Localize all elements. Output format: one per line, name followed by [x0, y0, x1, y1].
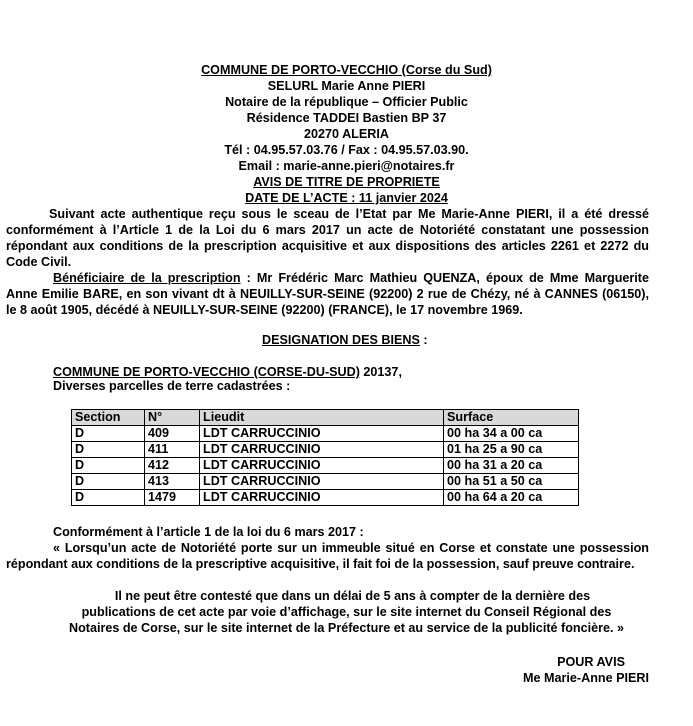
cell-section: D [72, 458, 145, 474]
table-row [72, 442, 579, 458]
notary-phone: Tél : 04.95.57.03.76 / Fax : 04.95.57.03.90. [224, 143, 469, 157]
beneficiary-text: : Mr Frédéric Marc Mathieu QUENZA, époux de Mme Marguerite Anne Emilie BARE, en son vivant dt à NEUILLY-SUR-SEINE (92200) 2 rue de Chézy, né à CANNES (06150), le 8 août 1905, décédé à NEUILLY-SUR-SEINE (92200) (FRANCE), le 17 novembre 1969. [6, 271, 650, 317]
table-row [72, 458, 579, 474]
designation-colon: : [419, 333, 428, 347]
table-row [72, 474, 579, 490]
cell-number: 412 [145, 458, 200, 474]
table-row [72, 426, 579, 442]
commune-heading: COMMUNE DE PORTO-VECCHIO (Corse du Sud) [201, 63, 492, 77]
cell-section: D [72, 490, 145, 506]
quote-paragraph: « Lorsqu’un acte de Notoriété porte sur un immeuble situé en Corse et constate une possession répondant aux conditions de la prescriptive acquisitive, il fait foi de la possession, sauf preuve contraire. [6, 541, 649, 571]
table-row [72, 490, 579, 506]
column-header-surface: Surface [444, 410, 579, 426]
parcels-text: Diverses parcelles de terre cadastrées : [53, 379, 291, 393]
notary-role: Notaire de la république – Officier Public [225, 95, 468, 109]
contest-line-1: Il ne peut être contesté que dans un délai de 5 ans à compter de la dernière des [114, 589, 591, 603]
act-date: DATE DE L’ACTE : 11 janvier 2024 [245, 191, 448, 205]
column-header-number: N° [145, 410, 200, 426]
designation-heading [262, 332, 428, 348]
cell-surface: 00 ha 31 a 20 ca [444, 458, 579, 474]
cell-number: 413 [145, 474, 200, 490]
cell-surface: 01 ha 25 a 90 ca [444, 442, 579, 458]
table-header-row [72, 410, 579, 426]
signature-name: Me Marie-Anne PIERI [523, 671, 649, 685]
cell-lieudit: LDT CARRUCCINIO [200, 474, 444, 490]
cell-number: 411 [145, 442, 200, 458]
signature-pour-avis: POUR AVIS [557, 655, 625, 669]
cell-surface: 00 ha 64 a 20 ca [444, 490, 579, 506]
designation-title: DESIGNATION DES BIENS [262, 333, 420, 347]
cell-surface: 00 ha 34 a 00 ca [444, 426, 579, 442]
contest-line-3: Notaires de Corse, sur le site internet de la Préfecture et au service de la publicité foncière. » [68, 621, 625, 635]
notary-city: 20270 ALERIA [304, 127, 389, 141]
parcels-table [71, 409, 579, 506]
cell-lieudit: LDT CARRUCCINIO [200, 426, 444, 442]
cell-number: 1479 [145, 490, 200, 506]
notary-email: Email : marie-anne.pieri@notaires.fr [238, 159, 455, 173]
notary-residence: Résidence TADDEI Bastien BP 37 [246, 111, 447, 125]
cell-lieudit: LDT CARRUCCINIO [200, 490, 444, 506]
cell-lieudit: LDT CARRUCCINIO [200, 442, 444, 458]
cell-lieudit: LDT CARRUCCINIO [200, 458, 444, 474]
beneficiary-paragraph [6, 270, 649, 318]
intro-paragraph: Suivant acte authentique reçu sous le sceau de l’Etat par Me Marie-Anne PIERI, il a été dressé conformément à l’Article 1 de la Loi du 6 mars 2017 un acte de Notoriété constatant une possession répondant aux conditions de la prescription acquisitive et aux dispositions des articles 2261 et 2272 du Code Civil. [6, 207, 649, 269]
notice-title: AVIS DE TITRE DE PROPRIETE [253, 175, 440, 189]
cell-section: D [72, 474, 145, 490]
column-header-lieudit: Lieudit [200, 410, 444, 426]
column-header-section: Section [72, 410, 145, 426]
cell-number: 409 [145, 426, 200, 442]
cell-section: D [72, 442, 145, 458]
designation-postcode: 20137, [359, 365, 402, 379]
contest-line-2: publications de cet acte par voie d’affichage, sur le site internet du Conseil Régional des [81, 605, 612, 619]
notary-name: SELURL Marie Anne PIERI [267, 79, 426, 93]
cell-surface: 00 ha 51 a 50 ca [444, 474, 579, 490]
beneficiary-label: Bénéficiaire de la prescription [53, 271, 241, 285]
designation-commune: COMMUNE DE PORTO-VECCHIO (CORSE-DU-SUD) [53, 365, 360, 379]
conformity-line: Conformément à l’article 1 de la loi du 6 mars 2017 : [53, 525, 364, 539]
cell-section: D [72, 426, 145, 442]
